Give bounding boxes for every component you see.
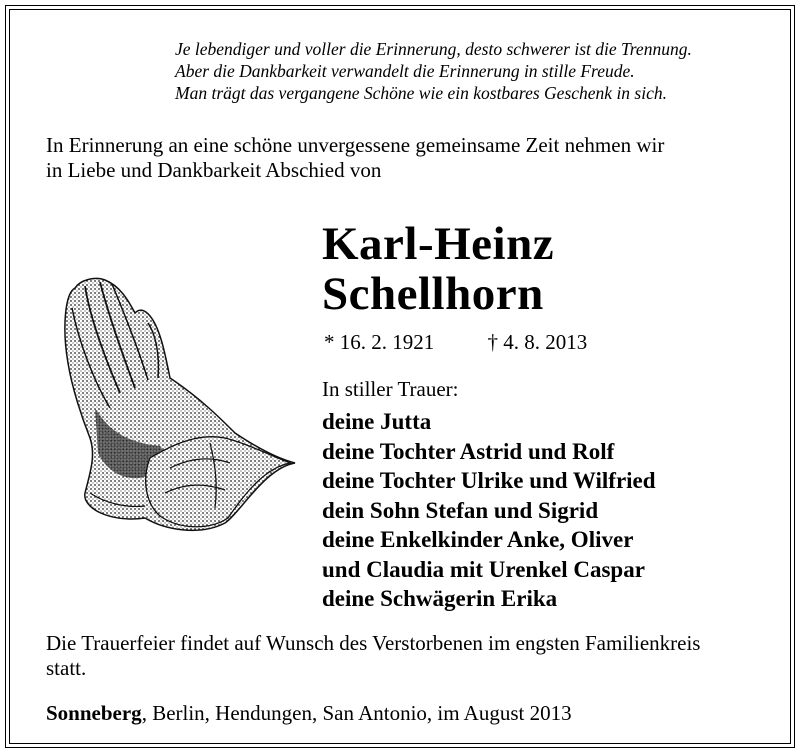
place-rest: , Berlin, Hendungen, San Antonio, im August 2013 [141, 701, 572, 725]
mourner-line: deine Tochter Ulrike und Wilfried [322, 468, 656, 493]
praying-hands-icon [50, 268, 305, 548]
life-dates [324, 329, 587, 355]
deceased-name [322, 219, 554, 319]
funeral-note-line: Die Trauerfeier findet auf Wunsch des Verstorbenen im engsten Familienkreis [46, 631, 701, 655]
death-date: † 4. 8. 2013 [487, 330, 588, 354]
quote-line: Je lebendiger und voller die Erinnerung, desto schwerer ist die Trennung. [175, 39, 692, 59]
mourner-line: deine Enkelkinder Anke, Oliver [322, 527, 634, 552]
place-main: Sonneberg [46, 701, 142, 725]
intro-text [46, 133, 766, 183]
mourning-label: In stiller Trauer: [322, 377, 459, 401]
mourner-line: deine Tochter Astrid und Rolf [322, 438, 615, 464]
mourner-line: und Claudia mit Urenkel Caspar [322, 556, 645, 582]
memorial-quote [175, 38, 775, 104]
mourner-line: deine Jutta [322, 409, 432, 434]
birth-date: * 16. 2. 1921 [324, 330, 435, 354]
intro-line: In Erinnerung an eine schöne unvergessene gemeinsame Zeit nehmen wir [46, 133, 665, 157]
mourner-line: dein Sohn Stefan und Sigrid [322, 497, 599, 523]
quote-line: Aber die Dankbarkeit verwandelt die Erinnerung in stille Freude. [175, 61, 635, 81]
quote-line: Man trägt das vergangene Schöne wie ein kostbares Geschenk in sich. [175, 83, 667, 103]
place-and-date [46, 700, 572, 726]
funeral-note [46, 631, 766, 681]
mourner-list [322, 407, 656, 614]
intro-line: in Liebe und Dankbarkeit Abschied von [46, 158, 382, 182]
deceased-first-name: Karl-Heinz [322, 218, 555, 270]
deceased-last-name: Schellhorn [322, 268, 544, 320]
funeral-note-line: statt. [46, 656, 87, 680]
mourner-line: deine Schwägerin Erika [322, 586, 558, 611]
